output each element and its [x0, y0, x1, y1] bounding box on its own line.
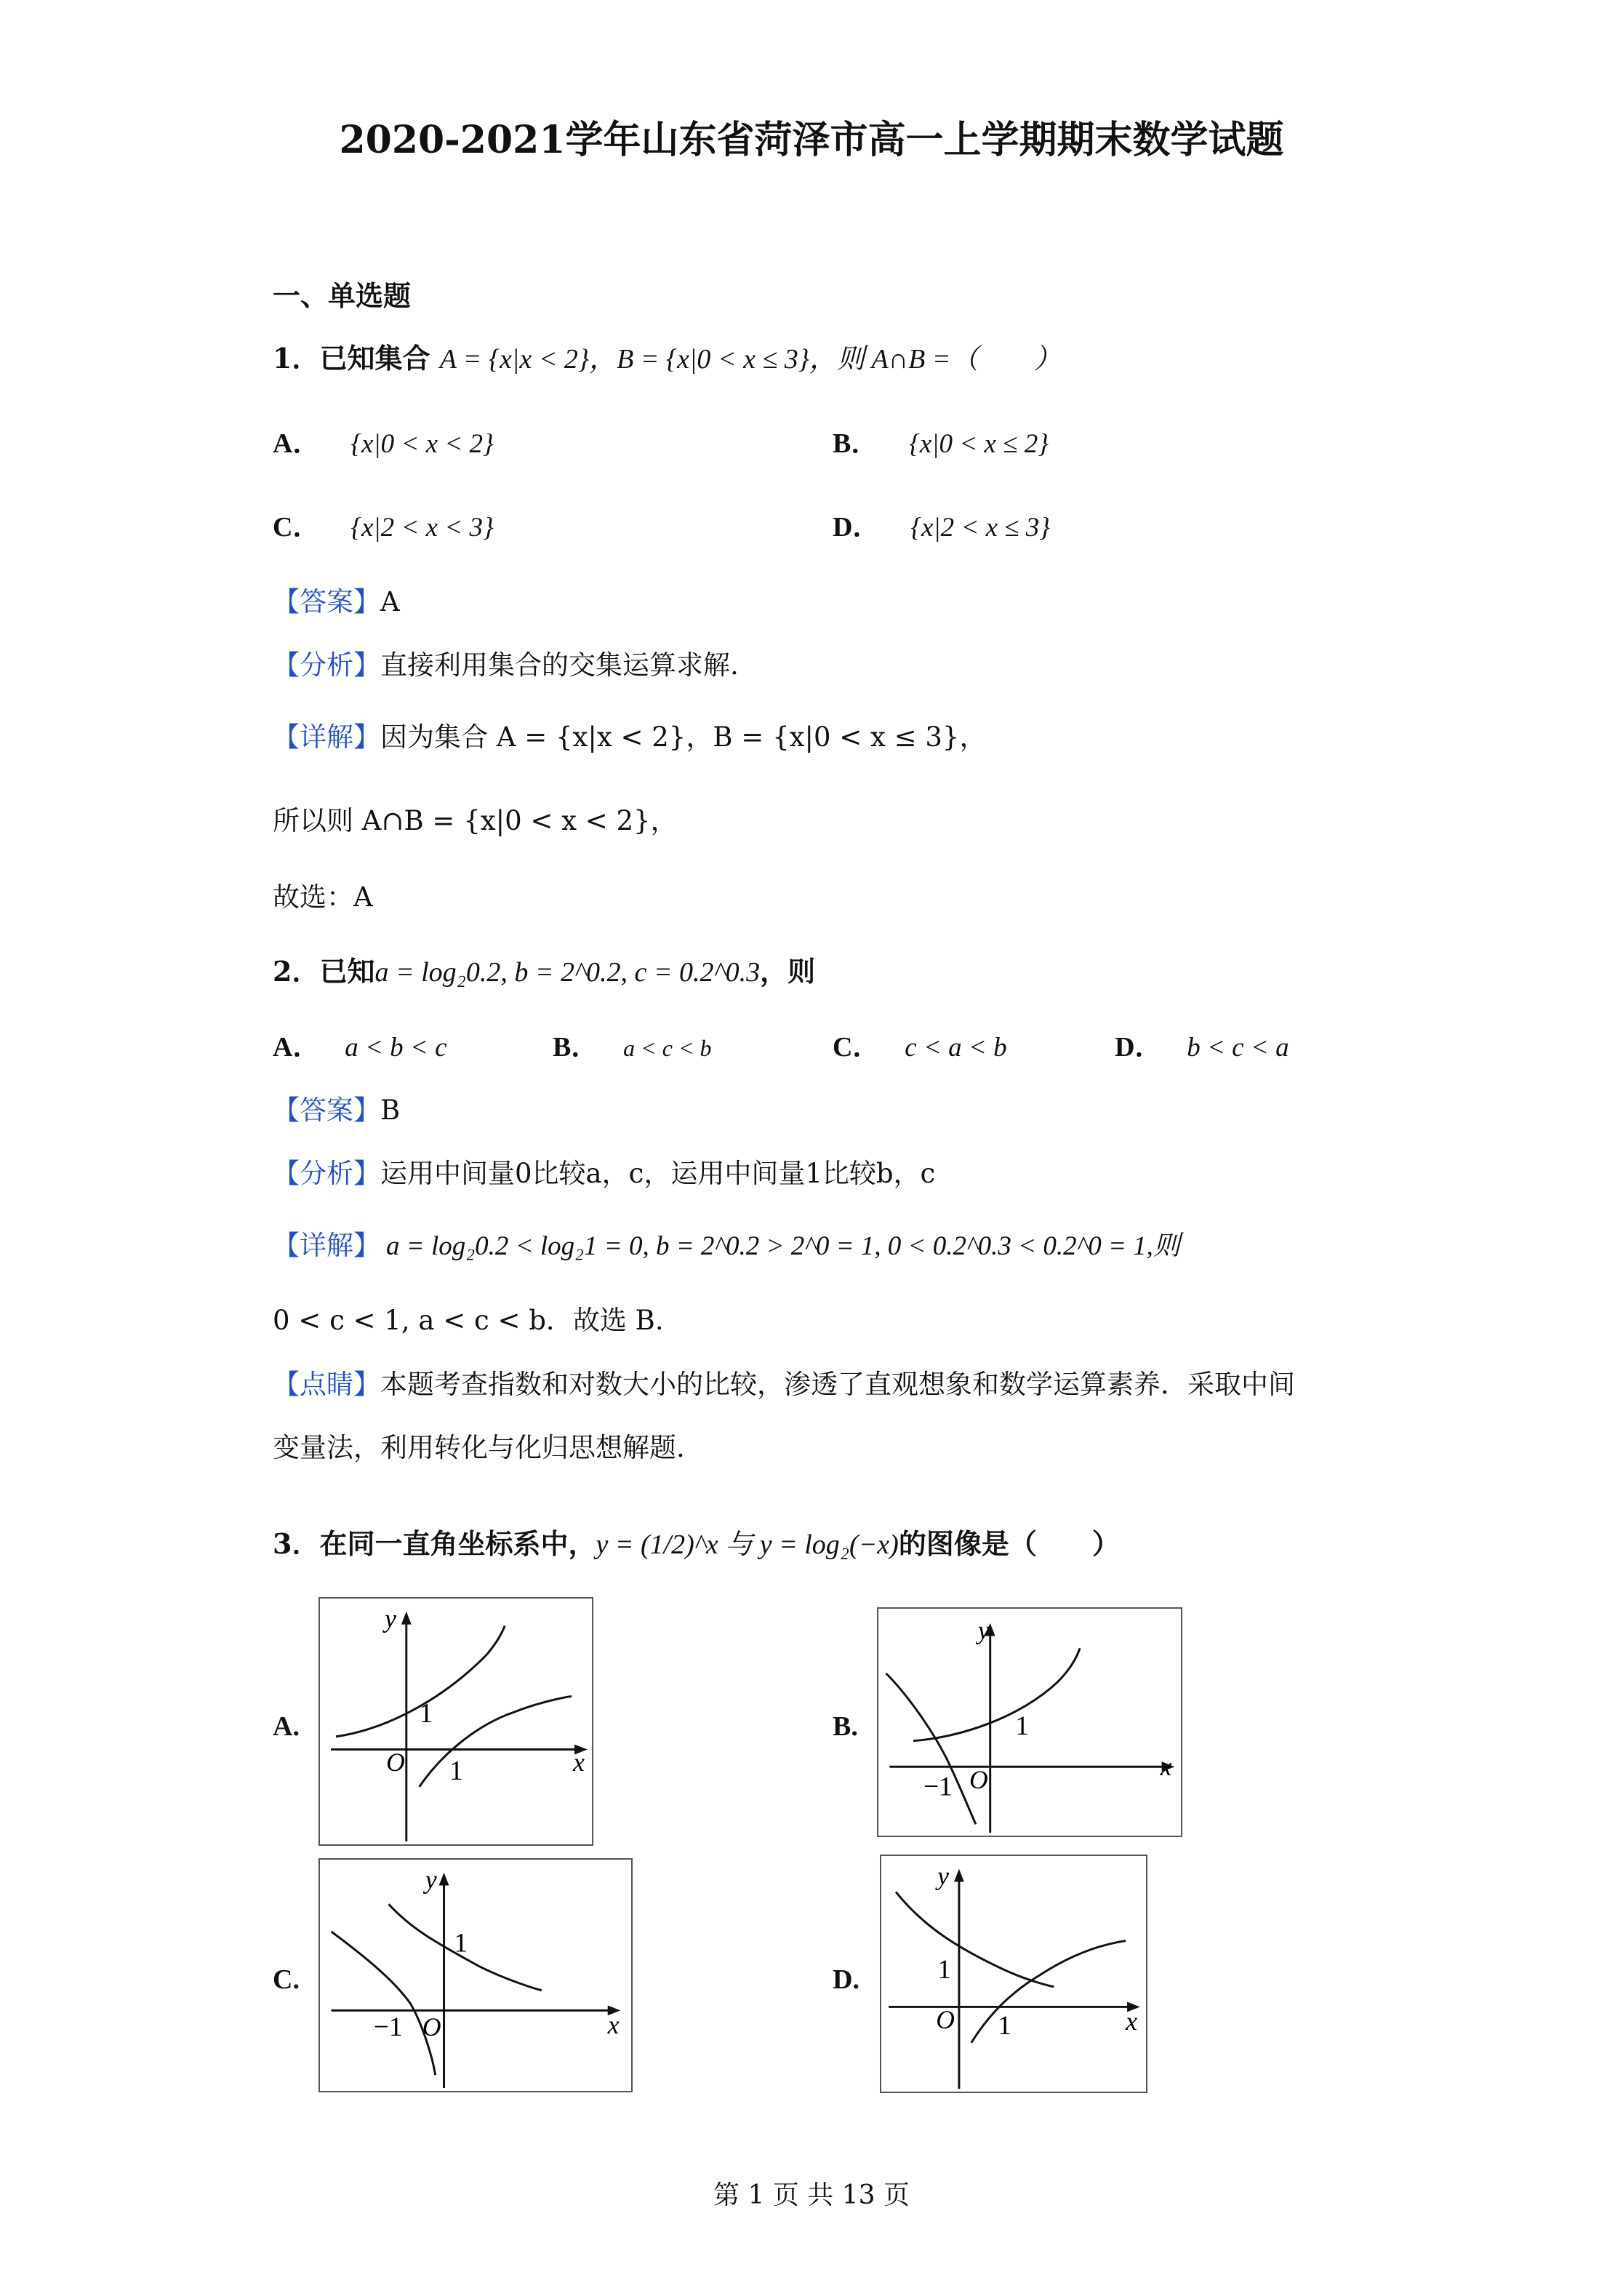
graph-a-figure: [320, 1599, 592, 1844]
detail-tag: 【详解】: [273, 721, 380, 753]
question-2-label: 2．已知: [273, 955, 375, 988]
q2-note: [273, 1362, 1295, 1401]
detail-tag: 【详解】: [273, 1230, 380, 1261]
q3-graph-b[interactable]: [877, 1607, 1182, 1837]
note-text: 本题考查指数和对数大小的比较，渗透了直观想象和数学运算素养．采取中间: [380, 1369, 1295, 1400]
detail-text: 因为集合 A = {x|x < 2}，B = {x|0 < x ≤ 3}，: [380, 721, 987, 753]
q3-option-b-label[interactable]: B.: [833, 1711, 858, 1742]
neg-one-label: −1: [373, 2012, 403, 2042]
analysis-tag: 【分析】: [273, 649, 380, 681]
graph-d-figure: [881, 1856, 1146, 2092]
q2-option-a[interactable]: [273, 1024, 447, 1064]
y-intercept-label: 1: [937, 1954, 952, 1985]
q3-option-c-label[interactable]: C.: [273, 1964, 300, 1995]
q2-option-b[interactable]: [553, 1024, 712, 1064]
y-axis-arrow: [439, 1873, 449, 1886]
y-axis-arrow: [401, 1612, 412, 1625]
option-text: {x|2 < x < 3}: [350, 513, 494, 543]
q3-option-d-label[interactable]: D.: [833, 1964, 859, 1995]
x-label: x: [1126, 2007, 1137, 2036]
question-2-math: a = log₂0.2, b = 2^0.2, c = 0.2^0.3: [374, 957, 761, 988]
question-3-label: 3．在同一直角坐标系中，: [273, 1527, 596, 1560]
y-label: y: [425, 1865, 437, 1895]
q2-detail: [273, 1223, 1180, 1263]
x-intercept-label: 1: [998, 2010, 1012, 2041]
option-label: C．: [273, 512, 321, 543]
graph-b-figure: [878, 1609, 1181, 1836]
y-intercept-label: 1: [1015, 1711, 1030, 1741]
y-label: y: [385, 1604, 396, 1633]
x-label: x: [607, 2009, 620, 2039]
analysis-text: 直接利用集合的交集运算求解.: [380, 649, 739, 681]
y-intercept-label: 1: [419, 1698, 433, 1729]
q2-detail-line2: 0 < c < 1, a < c < b．故选 B.: [273, 1305, 664, 1336]
analysis-text: 运用中间量0比较a，c，运用中间量1比较b，c: [380, 1158, 936, 1189]
q2-note-line2: 变量法，利用转化与化归思想解题.: [273, 1432, 685, 1463]
question-3-end: 的图像是（ ）: [898, 1527, 1120, 1560]
page-footer: 第 1 页 共 13 页: [713, 2180, 910, 2210]
x-intercept-label: 1: [449, 1756, 463, 1787]
option-label: A．: [273, 428, 321, 459]
q2-option-c[interactable]: [833, 1024, 1007, 1064]
origin-label: O: [386, 1748, 405, 1777]
q2-option-d[interactable]: [1115, 1024, 1289, 1064]
option-text: a < c < b: [623, 1035, 712, 1061]
analysis-tag: 【分析】: [273, 1158, 380, 1189]
curve-exp: [896, 1892, 1054, 1986]
q1-detail: [273, 715, 986, 754]
option-label: A．: [273, 1032, 321, 1063]
question-1-stem: [273, 336, 1062, 376]
q1-conclusion: 故选：A: [273, 881, 373, 913]
q2-answer: [273, 1088, 400, 1127]
question-1-math: A = {x|x < 2}，B = {x|0 < x ≤ 3}，则 A∩B =（ ）: [439, 344, 1062, 375]
origin-label: O: [969, 1764, 988, 1794]
q1-option-c[interactable]: [273, 504, 494, 544]
q3-option-a-label[interactable]: A.: [273, 1711, 300, 1742]
q1-option-d[interactable]: [833, 504, 1050, 544]
q1-option-a[interactable]: [273, 420, 494, 460]
q3-graph-d[interactable]: [880, 1855, 1147, 2093]
option-text: {x|0 < x ≤ 2}: [909, 429, 1049, 459]
answer-value: A: [380, 586, 400, 617]
page-title: 2020-2021学年山东省菏泽市高一上学期期末数学试题: [339, 118, 1284, 162]
answer-tag: 【答案】: [273, 1095, 380, 1126]
q2-analysis: [273, 1151, 935, 1191]
option-label: C．: [833, 1032, 881, 1063]
neg-one-label: −1: [923, 1772, 953, 1802]
option-label: D．: [1115, 1032, 1163, 1063]
graph-c-figure: [320, 1860, 631, 2091]
curve-log: [971, 1941, 1126, 2043]
y-axis-arrow: [954, 1869, 964, 1882]
option-label: B．: [553, 1032, 599, 1063]
option-text: a < b < c: [345, 1033, 447, 1063]
q1-detail-line2: 所以则 A∩B = {x|0 < x < 2}，: [273, 805, 678, 836]
y-label: y: [977, 1615, 990, 1645]
origin-label: O: [422, 2012, 441, 2041]
origin-label: O: [936, 2005, 955, 2035]
option-text: {x|0 < x < 2}: [350, 429, 494, 459]
option-text: b < c < a: [1187, 1033, 1289, 1063]
option-label: D．: [833, 512, 881, 543]
q3-graph-c[interactable]: [318, 1858, 633, 2092]
curve-exp: [913, 1648, 1080, 1740]
note-tag: 【点睛】: [273, 1369, 380, 1400]
question-2-end: ，则: [760, 955, 816, 988]
answer-tag: 【答案】: [273, 586, 380, 617]
curve-log: [420, 1696, 572, 1787]
y-label: y: [937, 1861, 950, 1891]
detail-text: a = log₂0.2 < log₂1 = 0, b = 2^0.2 > 2^0 = 1, 0 < 0.2^0.3 < 0.2^0 = 1,则: [386, 1231, 1180, 1261]
question-3-math: y = (1/2)^x 与 y = log₂(−x): [596, 1529, 899, 1560]
curve-log: [331, 1932, 435, 2076]
q1-option-b[interactable]: [833, 420, 1049, 460]
x-label: x: [1160, 1752, 1172, 1782]
section-heading: 一、单选题: [273, 279, 412, 312]
option-text: {x|2 < x ≤ 3}: [910, 513, 1051, 543]
option-text: c < a < b: [905, 1033, 1007, 1063]
option-label: B．: [833, 428, 879, 459]
y-intercept-label: 1: [454, 1928, 468, 1959]
q1-answer: [273, 580, 400, 619]
x-label: x: [573, 1748, 585, 1777]
question-2-stem: [273, 949, 815, 989]
q1-analysis: [273, 643, 739, 682]
answer-value: B: [380, 1095, 401, 1126]
q3-graph-a[interactable]: [318, 1597, 593, 1846]
question-3-stem: [273, 1521, 1120, 1561]
question-1-label: 1．已知集合: [273, 342, 430, 375]
